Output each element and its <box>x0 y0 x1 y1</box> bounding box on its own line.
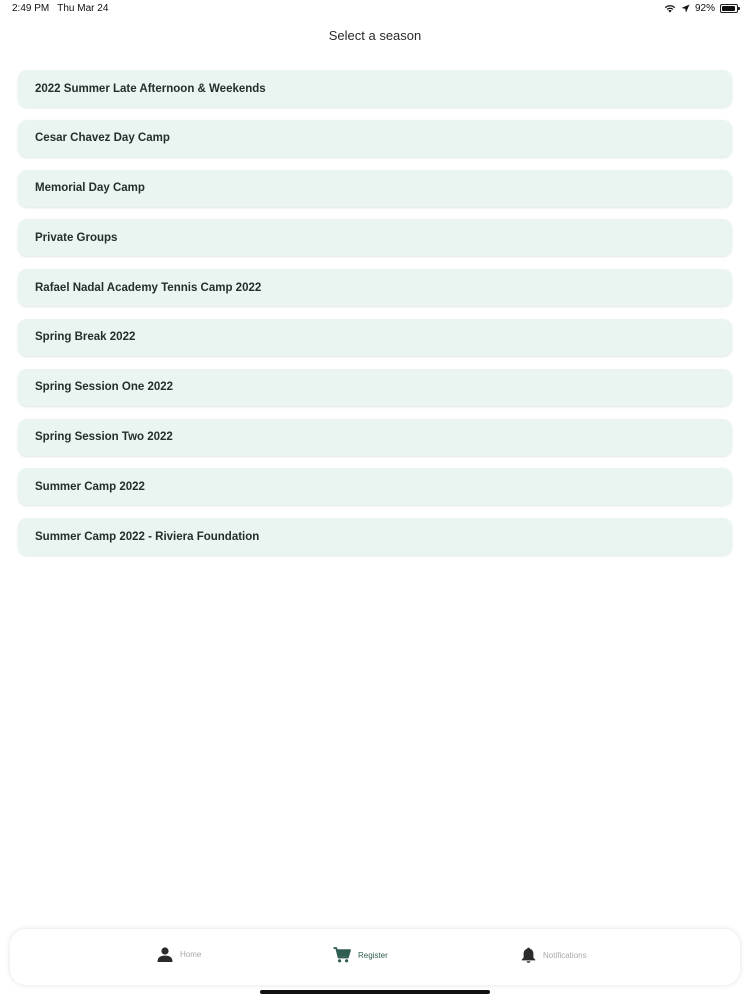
tab-home-label: Home <box>180 950 202 959</box>
cart-icon <box>333 947 351 963</box>
status-time: 2:49 PM <box>12 3 50 14</box>
season-list <box>18 70 732 568</box>
home-indicator[interactable] <box>260 990 490 994</box>
tab-register-label: Register <box>358 950 388 960</box>
status-right <box>664 3 738 14</box>
status-left <box>12 3 108 14</box>
bell-icon <box>521 947 536 963</box>
location-arrow-icon <box>681 4 690 13</box>
season-item[interactable]: 2022 Summer Late Afternoon & Weekends <box>18 70 732 107</box>
season-item[interactable]: Spring Break 2022 <box>18 319 732 356</box>
season-item[interactable]: Summer Camp 2022 - Riviera Foundation <box>18 518 732 555</box>
tab-register[interactable] <box>333 947 388 963</box>
tab-notifications[interactable] <box>521 947 587 963</box>
status-date: Thu Mar 24 <box>57 3 109 14</box>
season-item[interactable]: Cesar Chavez Day Camp <box>18 120 732 157</box>
season-item[interactable]: Summer Camp 2022 <box>18 468 732 505</box>
season-item[interactable]: Memorial Day Camp <box>18 170 732 207</box>
battery-percent: 92% <box>694 3 715 14</box>
season-item[interactable]: Spring Session Two 2022 <box>18 419 732 456</box>
tab-notifications-label: Notifications <box>543 950 587 960</box>
battery-level <box>722 6 735 11</box>
page-title: Select a season <box>328 28 422 43</box>
status-bar <box>0 0 750 18</box>
season-item[interactable]: Private Groups <box>18 219 732 256</box>
person-icon <box>157 947 173 962</box>
battery-icon <box>720 4 738 13</box>
season-item[interactable]: Rafael Nadal Academy Tennis Camp 2022 <box>18 269 732 306</box>
season-item[interactable]: Spring Session One 2022 <box>18 369 732 406</box>
tab-home[interactable] <box>157 947 201 962</box>
wifi-icon <box>664 4 676 13</box>
tab-bar <box>10 929 740 985</box>
